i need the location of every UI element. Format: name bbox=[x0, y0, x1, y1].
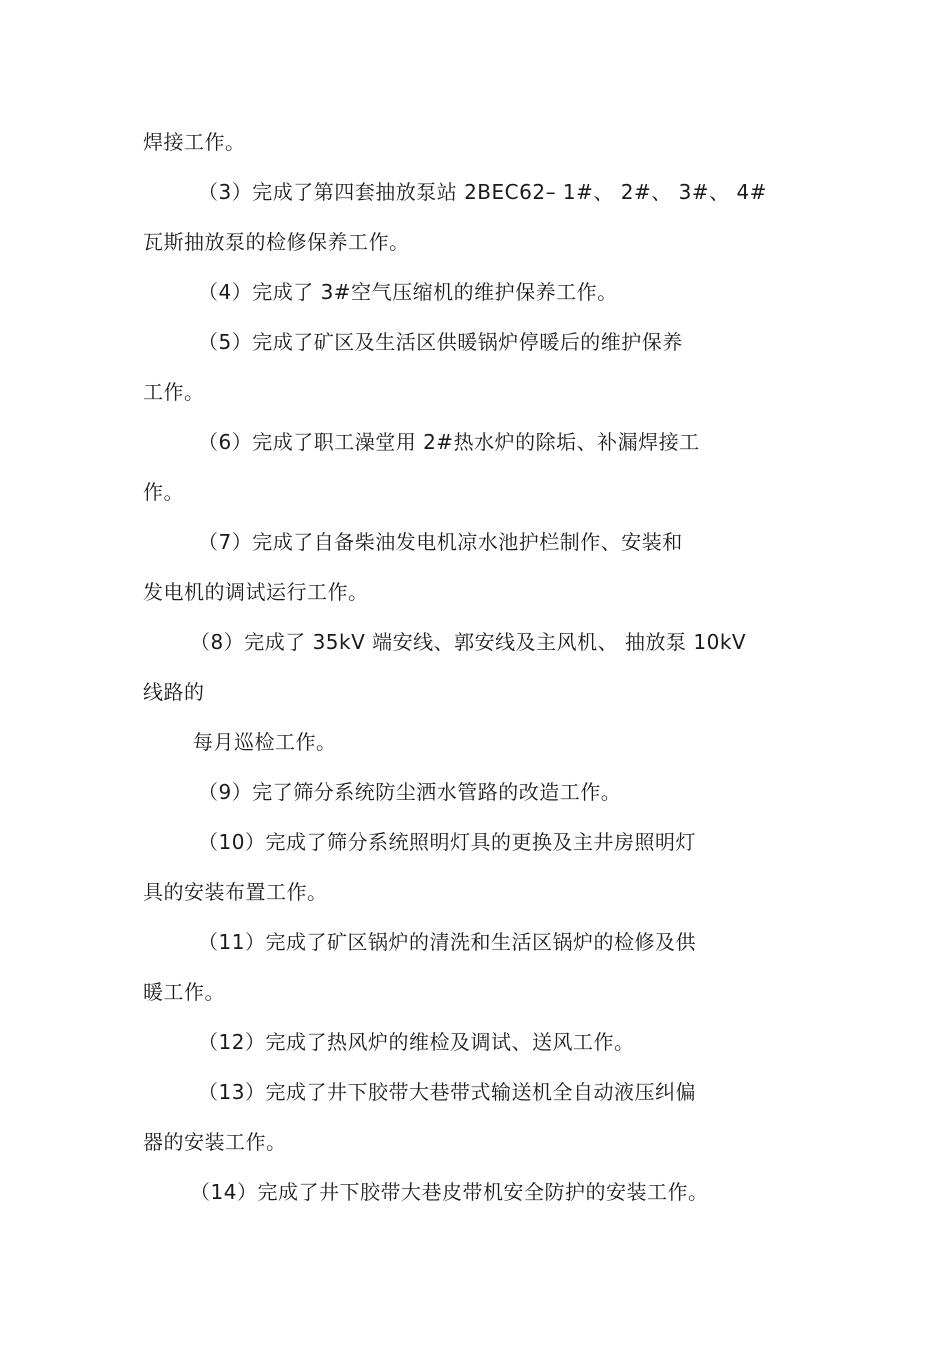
text-line: 作。 bbox=[143, 480, 184, 504]
text-line: （11）完成了矿区锅炉的清洗和生活区锅炉的检修及供 bbox=[198, 930, 696, 954]
text-line: （9）完了筛分系统防尘洒水管路的改造工作。 bbox=[198, 780, 622, 804]
text-line: 焊接工作。 bbox=[143, 130, 246, 154]
text-line: 瓦斯抽放泵的检修保养工作。 bbox=[143, 230, 410, 254]
text-line: （3）完成了第四套抽放泵站 2BEC62– 1#、 2#、 3#、 4# bbox=[198, 180, 767, 204]
text-line: 具的安装布置工作。 bbox=[143, 880, 328, 904]
text-line: （6）完成了职工澡堂用 2#热水炉的除垢、补漏焊接工 bbox=[198, 430, 700, 454]
text-line: 工作。 bbox=[143, 380, 205, 404]
text-line: 暖工作。 bbox=[143, 980, 225, 1004]
text-line: （12）完成了热风炉的维检及调试、送风工作。 bbox=[198, 1030, 635, 1054]
text-line: （5）完成了矿区及生活区供暖锅炉停暖后的维护保养 bbox=[198, 330, 683, 354]
text-line: 发电机的调试运行工作。 bbox=[143, 580, 369, 604]
text-line: （8）完成了 35kV 端安线、郭安线及主风机、 抽放泵 10kV bbox=[190, 630, 747, 654]
text-line: （10）完成了筛分系统照明灯具的更换及主井房照明灯 bbox=[198, 830, 696, 854]
text-line: （13）完成了井下胶带大巷带式输送机全自动液压纠偏 bbox=[198, 1080, 696, 1104]
text-line: （14）完成了井下胶带大巷皮带机安全防护的安装工作。 bbox=[190, 1180, 709, 1204]
text-line: （4）完成了 3#空气压缩机的维护保养工作。 bbox=[198, 280, 618, 304]
text-line: （7）完成了自备柴油发电机凉水池护栏制作、安装和 bbox=[198, 530, 683, 554]
text-line: 器的安装工作。 bbox=[143, 1130, 287, 1154]
text-line: 线路的 bbox=[143, 680, 205, 704]
text-line: 每月巡检工作。 bbox=[193, 730, 337, 754]
